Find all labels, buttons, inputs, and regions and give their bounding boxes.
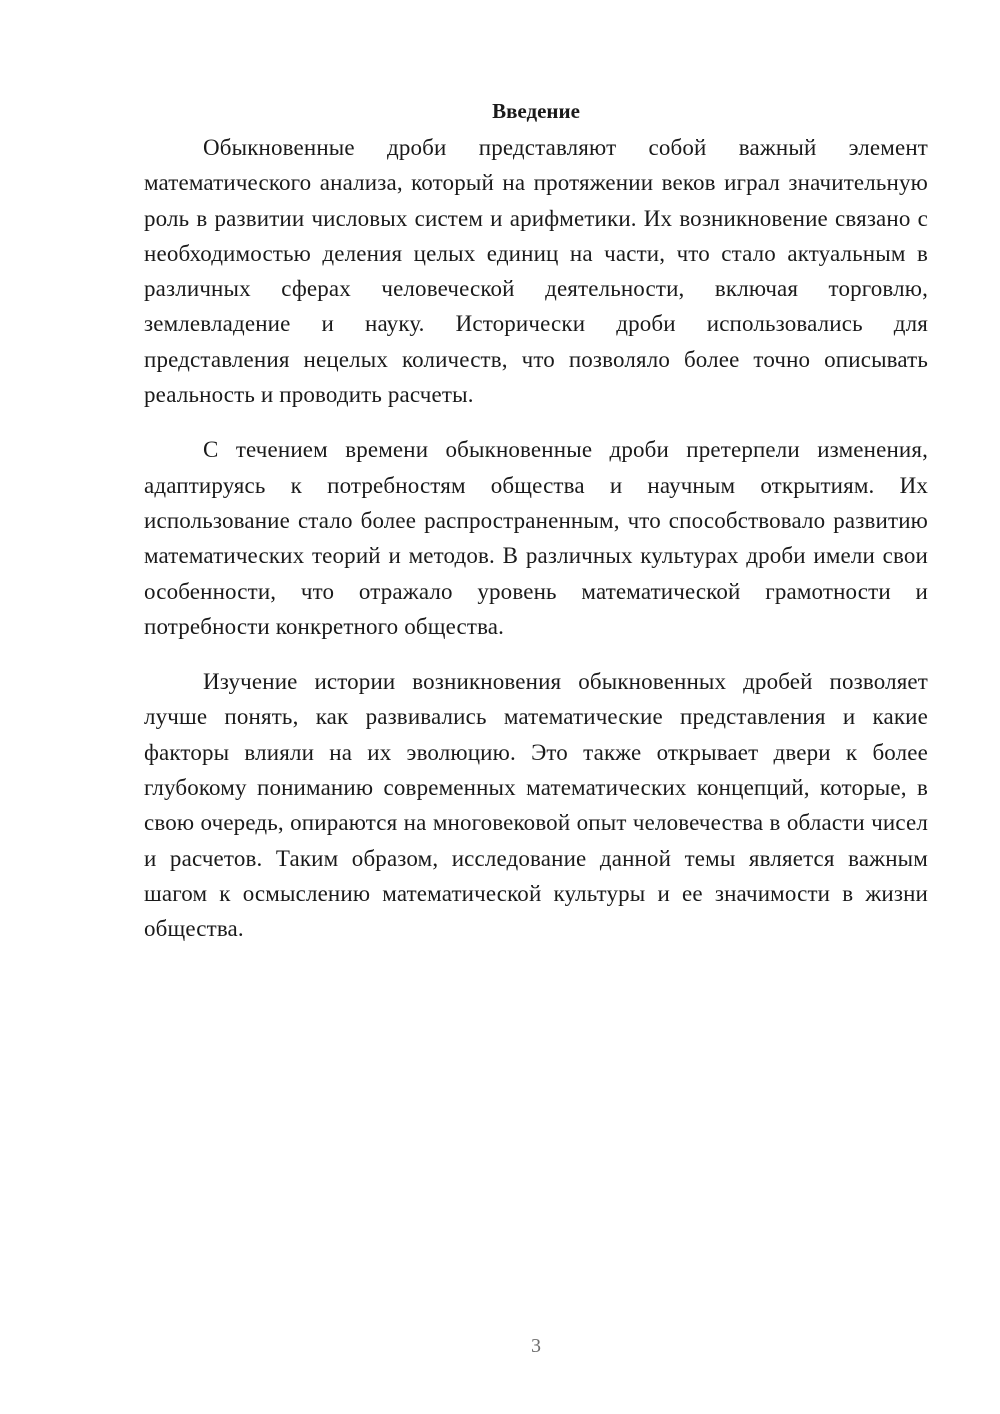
paragraph-3: Изучение истории возникновения обыкновенных дробей позволяет лучше понять, как развивались математические представления и какие факторы влияли на их эволюцию. Это также открывает двери к более глубокому пониманию современных математических концепций, которые, в свою очередь, опираются на многовековой опыт человечества в области чисел и расчетов. Таким образом, исследование данной темы является важным шагом к осмыслению математической культуры и ее значимости в жизни общества. bbox=[144, 669, 928, 942]
paragraph-1: Обыкновенные дроби представляют собой важный элемент математического анализа, который на протяжении веков играл значительную роль в развитии числовых систем и арифметики. Их возникновение связано с необходимостью деления целых единиц на части, что стало актуальным в различных сферах человеческой деятельности, включая торговлю, землевладение и науку. Исторически дроби использовались для представления нецелых количеств, что позволяло более точно описывать реальность и проводить расчеты. bbox=[144, 135, 928, 408]
section-title: Введение bbox=[492, 99, 580, 123]
page-content bbox=[144, 94, 928, 967]
paragraph-2: С течением времени обыкновенные дроби претерпели изменения, адаптируясь к потребностям общества и научным открытиям. Их использование стало более распространенным, что способствовало развитию математических теорий и методов. В различных культурах дроби имели свои особенности, что отражало уровень математической грамотности и потребности конкретного общества. bbox=[144, 437, 928, 639]
page-number: 3 bbox=[531, 1335, 541, 1357]
